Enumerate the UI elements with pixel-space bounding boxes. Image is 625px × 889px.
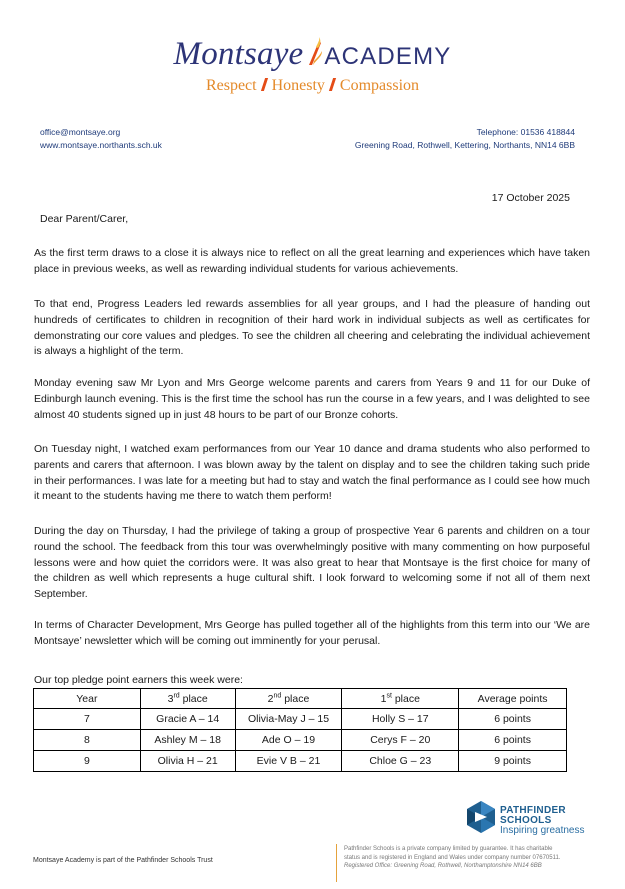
header-year: Year <box>34 689 141 709</box>
paragraph-newsletter: In terms of Character Development, Mrs George has pulled together all of the highlights from this term into our ‘We are Montsaye’ newsletter which will be coming out imminently for your perusal. <box>34 619 590 647</box>
slash-divider-icon <box>329 78 336 91</box>
website-link[interactable]: www.montsaye.northants.sch.uk <box>40 140 162 150</box>
cell-year: 7 <box>34 709 141 730</box>
legal-notice <box>344 845 604 871</box>
contact-right <box>355 126 575 152</box>
salutation: Dear Parent/Carer, <box>40 213 129 225</box>
trust-membership-note: Montsaye Academy is part of the Pathfinder Schools Trust <box>33 857 213 864</box>
cell-third-place: Ashley M – 18 <box>140 730 235 751</box>
cell-second-place: Olivia-May J – 15 <box>235 709 342 730</box>
registered-office: Registered Office: Greening Road, Rothwell, Northamptonshire NN14 6BB <box>344 863 542 870</box>
cell-second-place: Evie V B – 21 <box>235 751 342 772</box>
telephone: Telephone: 01536 418844 <box>476 127 575 137</box>
slash-divider-icon <box>260 78 267 91</box>
header-average-points: Average points <box>459 689 567 709</box>
value-compassion: Compassion <box>339 77 420 94</box>
paragraph-duke-of-edinburgh: Monday evening saw Mr Lyon and Mrs George welcome parents and carers from Years 9 and 11 for our Duke of Edinburgh launch evening. This is the first time the school has run the course in a few years, and I was delighted to see almost 40 students signed up in just 48 hours to be part of our Bronze cohorts. <box>34 377 590 421</box>
header-first-place: 1st place <box>342 689 459 709</box>
table-row <box>34 730 567 751</box>
contact-left <box>40 126 162 152</box>
school-values <box>0 77 625 95</box>
letter-date: 17 October 2025 <box>491 192 570 204</box>
logo-academy-word: ACADEMY <box>324 43 452 70</box>
value-honesty: Honesty <box>271 77 325 94</box>
pathfinder-tagline: Inspiring greatness <box>500 825 585 836</box>
table-intro: Our top pledge point earners this week were: <box>34 674 243 686</box>
school-logo <box>0 36 625 73</box>
cell-second-place: Ade O – 19 <box>235 730 342 751</box>
flame-icon <box>305 37 323 67</box>
cell-first-place: Cerys F – 20 <box>342 730 459 751</box>
cell-average-points: 9 points <box>459 751 567 772</box>
cell-first-place: Chloe G – 23 <box>342 751 459 772</box>
paragraph-tour: During the day on Thursday, I had the privilege of taking a group of prospective Year 6 parents and children on a tour round the school. The feedback from this tour was overwhelmingly positive with many commenting on how purposeful lessons were and how quiet the corridors were. It was also great to hear that Montsaye is the first choice for many of the children as well which represents a huge cultural shift. I look forward to welcoming some if not all of them next September. <box>34 525 590 601</box>
email-link[interactable]: office@montsaye.org <box>40 127 121 137</box>
cell-third-place: Olivia H – 21 <box>140 751 235 772</box>
cell-average-points: 6 points <box>459 730 567 751</box>
pathfinder-name-line1: PATHFINDER <box>500 805 566 816</box>
pledge-points-table <box>33 688 567 772</box>
table-row <box>34 709 567 730</box>
legal-line-1: Pathfinder Schools is a private company limited by guarantee. It has charitable <box>344 846 553 852</box>
pathfinder-logo-icon <box>466 800 496 834</box>
logo-brand-name: Montsaye <box>173 36 304 72</box>
header-second-place: 2nd place <box>235 689 342 709</box>
paragraph-rewards: To that end, Progress Leaders led rewards assemblies for all year groups, and I had the pleasure of handing out hundreds of certificates to children in recognition of their hard work in individual subjects as well as certificates for demonstrating our core values and pledges. To see the children all cheering and celebrating the individual achievement is always a highlight of the term. <box>34 298 590 358</box>
cell-average-points: 6 points <box>459 709 567 730</box>
header-third-place: 3rd place <box>140 689 235 709</box>
pathfinder-wordmark <box>500 806 585 836</box>
value-respect: Respect <box>205 77 257 94</box>
cell-third-place: Gracie A – 14 <box>140 709 235 730</box>
cell-year: 9 <box>34 751 141 772</box>
postal-address: Greening Road, Rothwell, Kettering, Northants, NN14 6BB <box>354 140 575 150</box>
legal-line-2: status and is registered in England and Wales under company number 07670511. <box>344 854 561 861</box>
footer-divider <box>336 844 337 882</box>
table-header-row <box>34 689 567 709</box>
pathfinder-name-line2: SCHOOLS <box>500 815 552 826</box>
paragraph-intro: As the first term draws to a close it is always nice to reflect on all the great learning and experiences which have taken place in previous weeks, as well as rewarding individual students for various achievements. <box>34 247 590 275</box>
cell-year: 8 <box>34 730 141 751</box>
cell-first-place: Holly S – 17 <box>342 709 459 730</box>
paragraph-performances: On Tuesday night, I watched exam performances from our Year 10 dance and drama students who also performed to parents and carers that afternoon. I was blown away by the talent on display and to see the children taking such pride in their performances. I was late for a meeting but had to stay and watch the final performance as I could see how much it meant to the students having me there to watch them perform! <box>34 443 590 503</box>
table-row <box>34 751 567 772</box>
